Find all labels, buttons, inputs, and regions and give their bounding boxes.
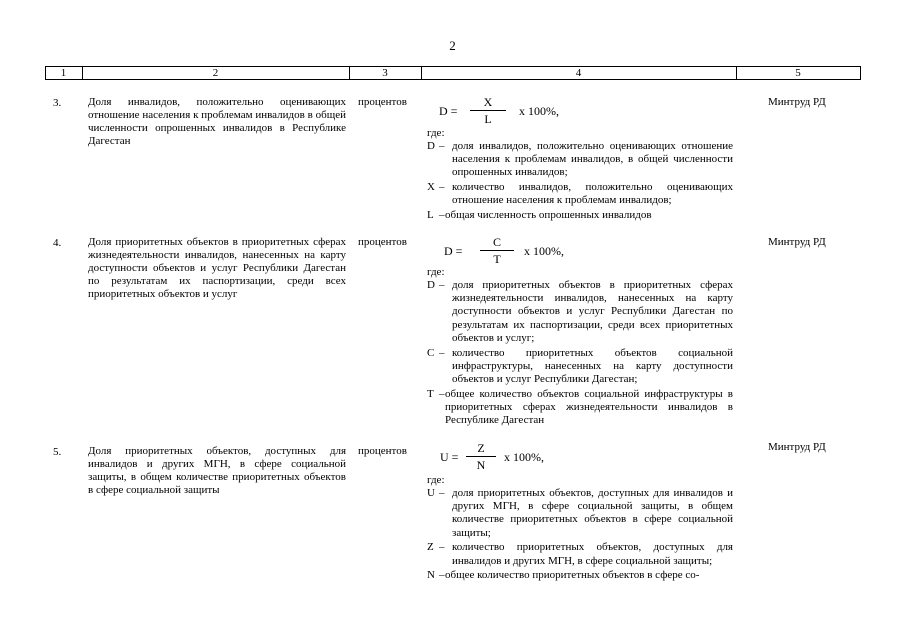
definition-text: общее количество приоритетных объектов в сфере со-	[445, 569, 700, 582]
header-col-2: 2	[212, 67, 219, 79]
definition-text: доля инвалидов, положительно оценивающих отношение населения к проблемам инвалидов, в общей численности опрошенных инвалидов;	[452, 140, 733, 179]
definition-text: количество приоритетных объектов, доступных для инвалидов и других МГН, в сфере социальной защиты;	[452, 541, 733, 567]
header-divider	[860, 66, 861, 80]
dash: –	[439, 387, 445, 400]
formula-denominator: T	[493, 252, 501, 266]
definition	[427, 209, 733, 222]
definition	[427, 347, 733, 387]
definition	[427, 569, 733, 582]
fraction-bar	[466, 456, 496, 457]
row-number: 3.	[53, 97, 62, 109]
formula-rhs: x 100%,	[504, 450, 544, 464]
header-col-5: 5	[795, 67, 801, 79]
dash: –	[439, 181, 445, 194]
page-number: 2	[449, 38, 456, 53]
definition	[427, 140, 733, 180]
row-number: 5.	[53, 446, 62, 458]
definition-symbol: N	[427, 569, 435, 582]
formula-numerator: Z	[477, 441, 485, 455]
definition-symbol: D	[427, 140, 435, 152]
dash: –	[439, 209, 445, 222]
definition-text: количество инвалидов, положительно оценивающих отношение населения к проблемам инвалидов;	[452, 181, 733, 207]
formula-denominator: L	[484, 112, 492, 126]
definition-symbol: X	[427, 181, 435, 194]
definition	[427, 487, 733, 540]
definition	[427, 181, 733, 207]
formula-numerator: X	[483, 95, 493, 109]
indicator-name: Доля приоритетных объектов в приоритетных сферах жизнедеятельности инвалидов, нанесенных на карту доступности объектов и услуг Республики Дагестан по результатам их паспортизации, среди всех приоритетных объектов и услуг	[88, 236, 346, 300]
where-label: где:	[427, 127, 445, 139]
responsible-body: Минтруд РД	[768, 441, 826, 453]
formula-lhs: D =	[439, 104, 458, 118]
formula-fraction	[480, 235, 514, 266]
formula-fraction	[466, 441, 496, 472]
formula-rhs: x 100%,	[519, 104, 559, 118]
unit-of-measure: процентов	[358, 445, 407, 457]
definitions	[427, 140, 733, 224]
indicator-name: Доля инвалидов, положительно оценивающих отношение населения к проблемам инвалидов в общей численности опрошенных инвалидов в Республике Дагестан	[88, 96, 346, 147]
dash: –	[439, 346, 445, 359]
formula-numerator: C	[492, 235, 501, 249]
where-label: где:	[427, 474, 445, 486]
definition-symbol: C	[427, 346, 435, 359]
header-col-3: 3	[382, 67, 388, 79]
definition	[427, 279, 733, 345]
dash: –	[439, 487, 445, 499]
dash: –	[439, 569, 445, 582]
fraction-bar	[470, 110, 506, 111]
definition-symbol: D	[427, 279, 435, 291]
definition-text: доля приоритетных объектов в приоритетных сферах жизнедеятельности инвалидов, нанесенных на карту доступности объектов и услуг Республики Дагестан по результатам их паспортизации, среди всех приоритетных объектов и услуг;	[452, 279, 733, 344]
definition-text: количество приоритетных объектов социальной инфраструктуры, нанесенных на карту доступности объектов и услуг Республики Дагестан;	[452, 346, 733, 385]
definitions	[427, 487, 733, 584]
formula-rhs: x 100%,	[524, 244, 564, 258]
responsible-body: Минтруд РД	[768, 236, 826, 248]
definition-text: доля приоритетных объектов, доступных для инвалидов и других МГН, в сфере социальной защиты, в общем количестве приоритетных объектов в сфере социальной защиты;	[452, 487, 733, 539]
indicator-name: Доля приоритетных объектов, доступных для инвалидов и других МГН, в сфере социальной защиты, в общем количестве приоритетных объектов в сфере социальной защиты	[88, 445, 346, 496]
formula-lhs: D =	[444, 244, 463, 258]
definition-symbol: U	[427, 487, 435, 499]
definition-symbol: L	[427, 209, 434, 222]
formula-lhs: U =	[440, 450, 459, 464]
definition-text: общая численность опрошенных инвалидов	[445, 209, 652, 222]
definition-text: общее количество объектов социальной инфраструктуры в приоритетных сферах жизнедеятельности инвалидов в Республике Дагестан	[445, 387, 733, 427]
fraction-bar	[480, 250, 514, 251]
unit-of-measure: процентов	[358, 236, 407, 248]
definitions	[427, 279, 733, 429]
dash: –	[439, 140, 445, 152]
dash: –	[439, 279, 445, 291]
where-label: где:	[427, 266, 445, 278]
responsible-body: Минтруд РД	[768, 96, 826, 108]
definition-symbol: Z	[427, 541, 434, 554]
definition	[427, 541, 733, 567]
formula-fraction	[470, 95, 506, 126]
definition	[427, 388, 733, 428]
header-col-4: 4	[575, 67, 582, 79]
unit-of-measure: процентов	[358, 96, 407, 108]
header-bottom-rule	[45, 79, 861, 80]
definition-symbol: T	[427, 387, 434, 400]
formula-denominator: N	[476, 458, 486, 472]
header-col-1: 1	[60, 67, 67, 79]
table-header	[45, 66, 861, 80]
dash: –	[439, 541, 445, 554]
row-number: 4.	[53, 237, 62, 249]
